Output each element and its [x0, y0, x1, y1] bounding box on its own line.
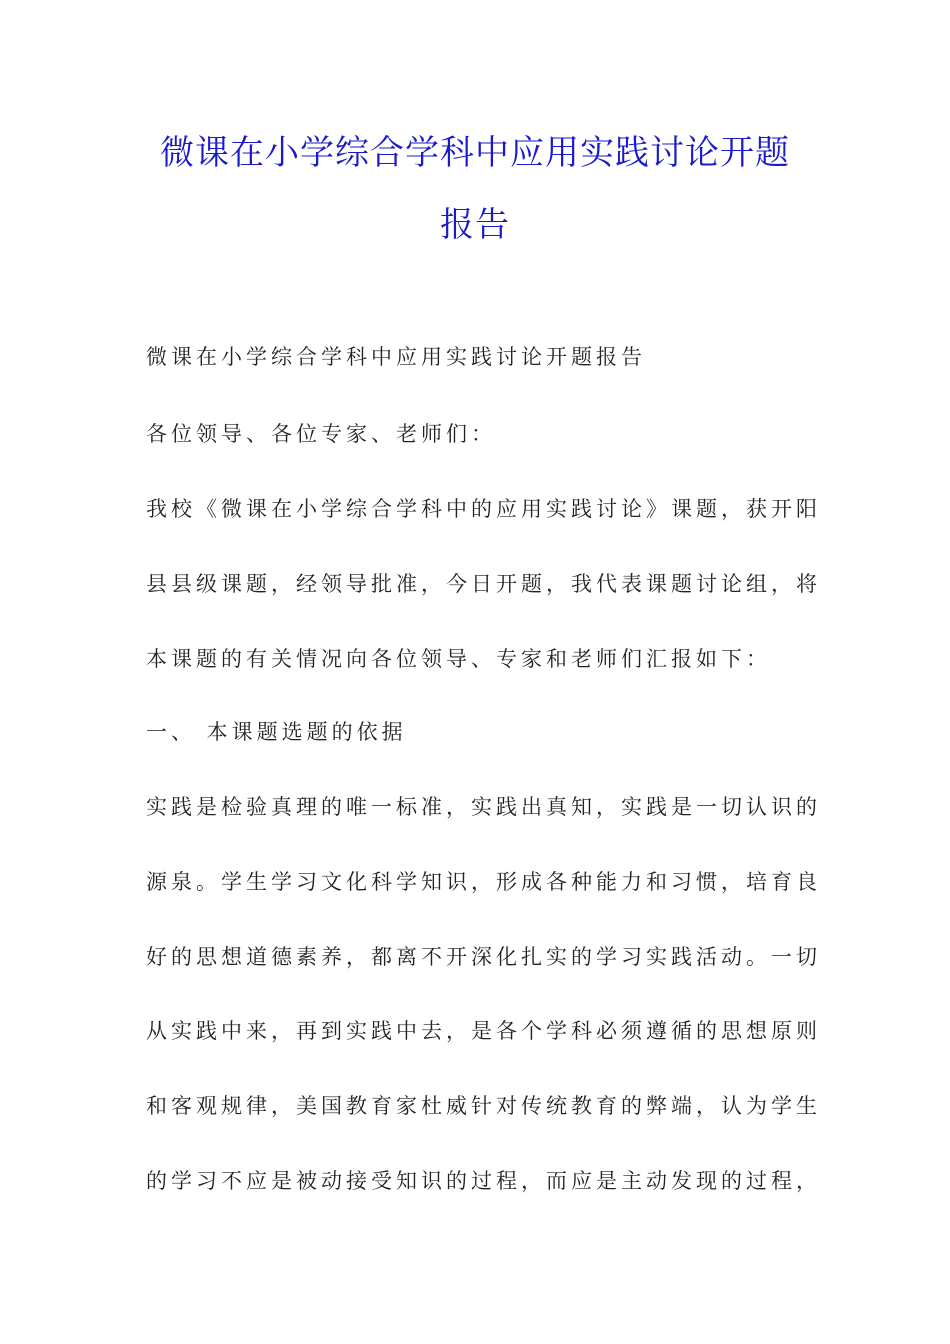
body-line: 从实践中来，再到实践中去，是各个学科必须遵循的思想原则 — [146, 1019, 821, 1043]
body-line: 的学习不应是被动接受知识的过程，而应是主动发现的过程， — [146, 1169, 821, 1193]
body-line: 本课题的有关情况向各位领导、专家和老师们汇报如下： — [146, 647, 771, 671]
body-line: 源泉。学生学习文化科学知识，形成各种能力和习惯，培育良 — [146, 870, 821, 894]
body-line: 好的思想道德素养，都离不开深化扎实的学习实践活动。一切 — [146, 945, 821, 969]
body-line: 实践是检验真理的唯一标准，实践出真知，实践是一切认识的 — [146, 795, 821, 819]
body-line: 和客观规律，美国教育家杜威针对传统教育的弊端，认为学生 — [146, 1094, 821, 1118]
document-title-line-2: 报告 — [440, 205, 510, 245]
body-line-salutation: 各位领导、各位专家、老师们： — [146, 422, 496, 446]
section-heading: 一、 本课题选题的依据 — [146, 720, 407, 744]
document-title-line-1: 微课在小学综合学科中应用实践讨论开题 — [160, 133, 790, 173]
body-line-subtitle: 微课在小学综合学科中应用实践讨论开题报告 — [146, 345, 646, 369]
body-line: 我校《微课在小学综合学科中的应用实践讨论》课题，获开阳 — [146, 497, 821, 521]
body-line: 县县级课题，经领导批准，今日开题，我代表课题讨论组，将 — [146, 572, 821, 596]
